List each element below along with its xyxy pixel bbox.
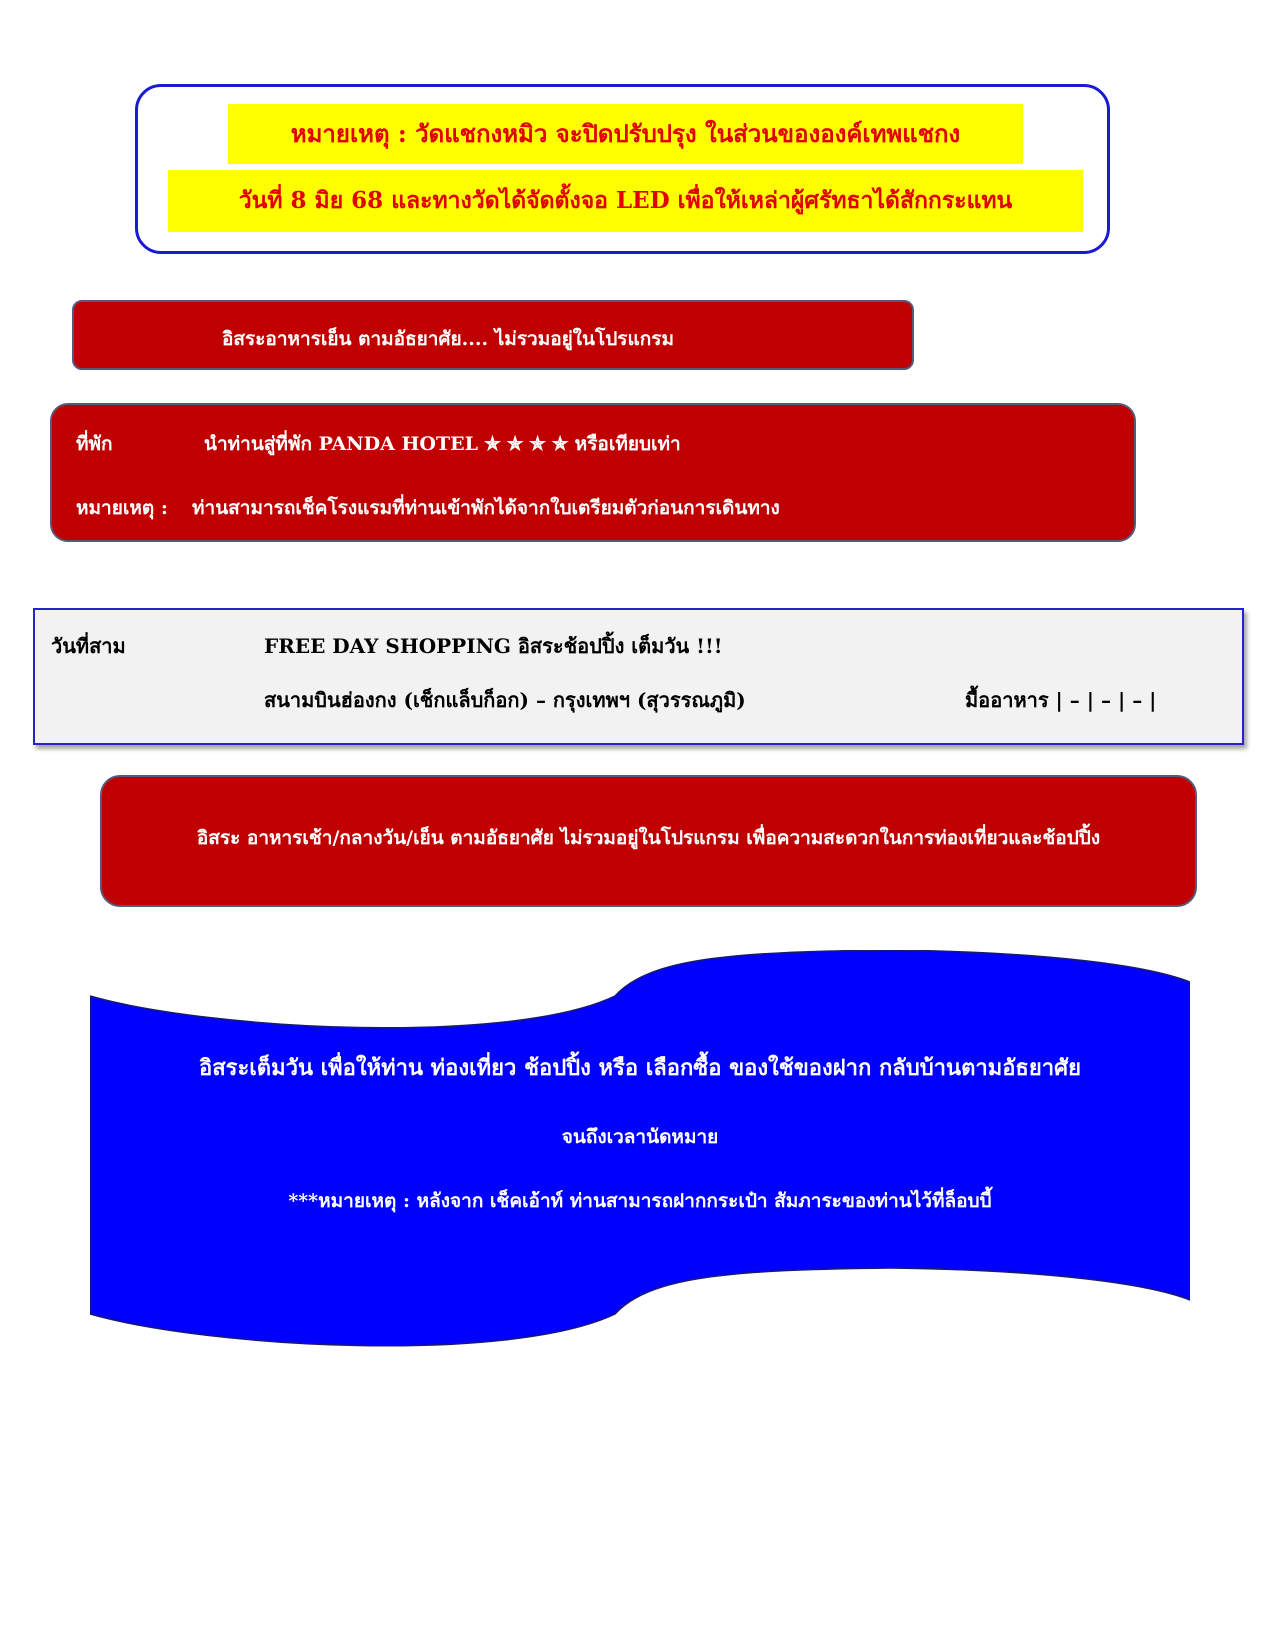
banner-line-2: จนถึงเวลานัดหมาย: [561, 1126, 719, 1148]
banner-line-1: อิสระเต็มวัน เพื่อให้ท่าน ท่องเที่ยว ช้อปปิ้ง หรือ เลือกซื้อ ของใช้ของฝาก กลับบ้านตามอัธยาศัย: [199, 1055, 1081, 1081]
day3-label: วันที่สาม: [51, 634, 126, 658]
hotel-note-label: หมายเหตุ :: [76, 497, 168, 519]
hotel-box: [50, 403, 1136, 542]
day3-header: [33, 608, 1244, 745]
banner-line-3: ***หมายเหตุ : หลังจาก เช็คเอ้าท์ ท่านสามารถฝากกระเป๋า สัมภาระของท่านไว้ที่ล็อบบี้: [288, 1190, 992, 1212]
wave-banner: [90, 950, 1190, 1350]
hotel-text: นำท่านสู่ที่พัก PANDA HOTEL ✯ ✯ ✯ ✯ หรือเทียบเท่า: [204, 433, 681, 455]
day3-title: FREE DAY SHOPPING อิสระช้อปปิ้ง เต็มวัน !!!: [264, 634, 723, 658]
meal-note-text: อิสระ อาหารเช้า/กลางวัน/เย็น ตามอัธยาศัย ไม่รวมอยู่ในโปรแกรม เพื่อความสะดวกในการท่องเที่ยวและช้อปปิ้ง: [196, 827, 1101, 849]
notice-line-2: วันที่ 8 มิย 68 และทางวัดได้จัดตั้งจอ LED เพื่อให้เหล่าผู้ศรัทธาได้สักกระแทน: [168, 170, 1083, 232]
notice-line-1: หมายเหตุ : วัดแชกงหมิว จะปิดปรับปรุง ในส่วนขององค์เทพแชกง: [228, 104, 1023, 164]
dinner-note-box: [72, 300, 914, 370]
hotel-label: ที่พัก: [76, 433, 113, 455]
meal-note-box: [100, 775, 1197, 907]
dinner-note-text: อิสระอาหารเย็น ตามอัธยาศัย.... ไม่รวมอยู่ในโปรแกรม: [222, 328, 674, 350]
day3-meals: มื้ออาหาร | – | – | – |: [965, 688, 1157, 712]
hotel-note-text: ท่านสามารถเช็คโรงแรมที่ท่านเข้าพักได้จากใบเตรียมตัวก่อนการเดินทาง: [192, 497, 780, 519]
day3-route: สนามบินฮ่องกง (เช็กแล็บก็อก) – กรุงเทพฯ (สุวรรณภูมิ): [264, 688, 746, 712]
